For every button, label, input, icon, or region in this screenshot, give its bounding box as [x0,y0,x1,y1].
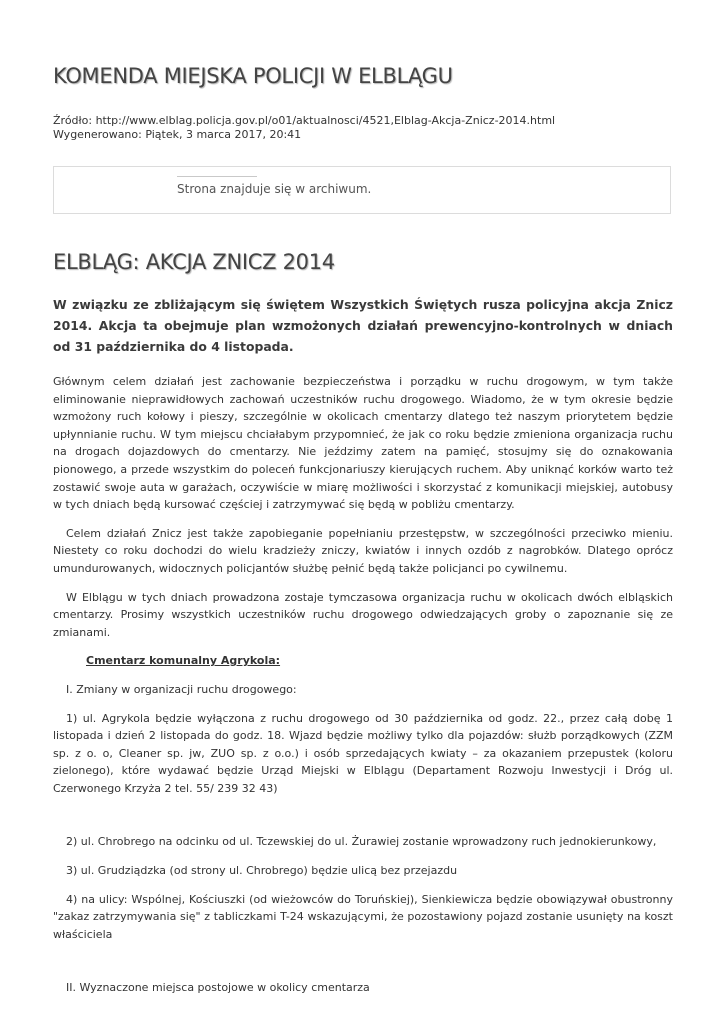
source-line: Źródło: http://www.elblag.policja.gov.pl/o01/aktualnosci/4521,Elblag-Akcja-Znicz-2014.html [53,114,556,127]
paragraph: I. Zmiany w organizacji ruchu drogowego: [66,682,297,696]
section-heading [53,652,673,670]
archive-notice-text: Strona znajduje się w archiwum. [177,182,372,196]
list-item: 4) na ulicy: Wspólnej, Kościuszki (od wieżowców do Toruńskiej), Sienkiewicza będzie obowiązywał obustronny "zakaz zatrzymywania się" z tabliczkami T-24 wskazującymi, że pozostawiony pojazd zostanie usunięty na koszt właściciela [53,892,673,941]
list-item: 2) ul. Chrobrego na odcinku od ul. Tczewskiej do ul. Żurawiej zostanie wprowadzony ruch jednokierunkowy, [66,835,657,849]
paragraph: Celem działań Znicz jest także zapobieganie popełnianiu przestępstw, w szczególności przeciwko mieniu. Niestety co roku dochodzi do wielu kradzieży zniczy, kwiatów i innych ozdób z nagrobków. Dlatego oprócz umundurowanych, widocznych policjantów służbę pełnić będą także policjanci po cywilnemu. [53,526,673,575]
paragraph: W Elblągu w tych dniach prowadzona zostaje tymczasowa organizacja ruchu w okolicach dwóch elbląskich cmentarzy. Prosimy wszystkich uczestników ruchu drogowego odwiedzających groby o zapoznanie się ze zmianami. [53,590,673,639]
article-body [53,373,673,997]
list-item: 1) ul. Agrykola będzie wyłączona z ruchu drogowego od 30 października od godz. 22., przez całą dobę 1 listopada i dzień 2 listopada do godz. 18. Wjazd będzie możliwy tylko dla pojazdów: służb porządkowych (ZZM sp. z o. o, Cleaner sp. jw, ZUO sp. z o.o.) i osób sprzedających kwiaty – za okazaniem przepustek (koloru zielonego), które wydawać będzie Urząd Miejski w Elblągu (Departament Rozwoju Inwestycji i Dróg ul. Czerwonego Krzyża 2 tel. 55/ 239 32 43) [53,711,673,795]
article-lead: W związku ze zbliżającym się świętem Wszystkich Świętych rusza policyjna akcja Znicz 2014. Akcja ta obejmuje plan wzmożonych działań prewencyjno-kontrolnych w dniach od 31 października do 4 listopada. [53,297,673,354]
article-title: ELBLĄG: AKCJA ZNICZ 2014 [53,250,335,274]
paragraph: II. Wyznaczone miejsca postojowe w okolicy cmentarza [66,981,370,995]
paragraph: Głównym celem działań jest zachowanie bezpieczeństwa i porządku w ruchu drogowym, w tym także eliminowanie nieprawidłowych zachowań uczestników ruchu drogowego. Wiadomo, że w tym okresie będzie wzmożony ruch kołowy i pieszy, szczególnie w okolicach cmentarzy dlatego też naszym priorytetem będzie upłynnianie ruchu. W tym miejscu chciałabym przypomnieć, że jak co roku będzie zmieniona organizacja ruchu na drogach dojazdowych do cmentarzy. Nie jeździmy zatem na pamięć, stosujmy się do oznakowania pionowego, a przede wszystkim do poleceń funkcjonariuszy kierujących ruchem. Aby uniknąć korków warto też zostawić swoje auta w garażach, oczywiście w miarę możliwości i skorzystać z komunikacji miejskiej, autobusy w tych dniach będą kursować częściej i zatrzymywać się będą w pobliżu cmentarzy. [53,375,673,512]
cemetery-heading: Cmentarz komunalny Agrykola: [86,654,281,668]
archive-notice-box [53,166,671,214]
generated-line: Wygenerowano: Piątek, 3 marca 2017, 20:41 [53,128,302,141]
site-title: KOMENDA MIEJSKA POLICJI W ELBLĄGU [53,64,453,88]
document-meta [53,114,555,142]
list-item: 3) ul. Grudziądzka (od strony ul. Chrobrego) będzie ulicą bez przejazdu [66,864,458,878]
archive-divider [177,176,257,177]
